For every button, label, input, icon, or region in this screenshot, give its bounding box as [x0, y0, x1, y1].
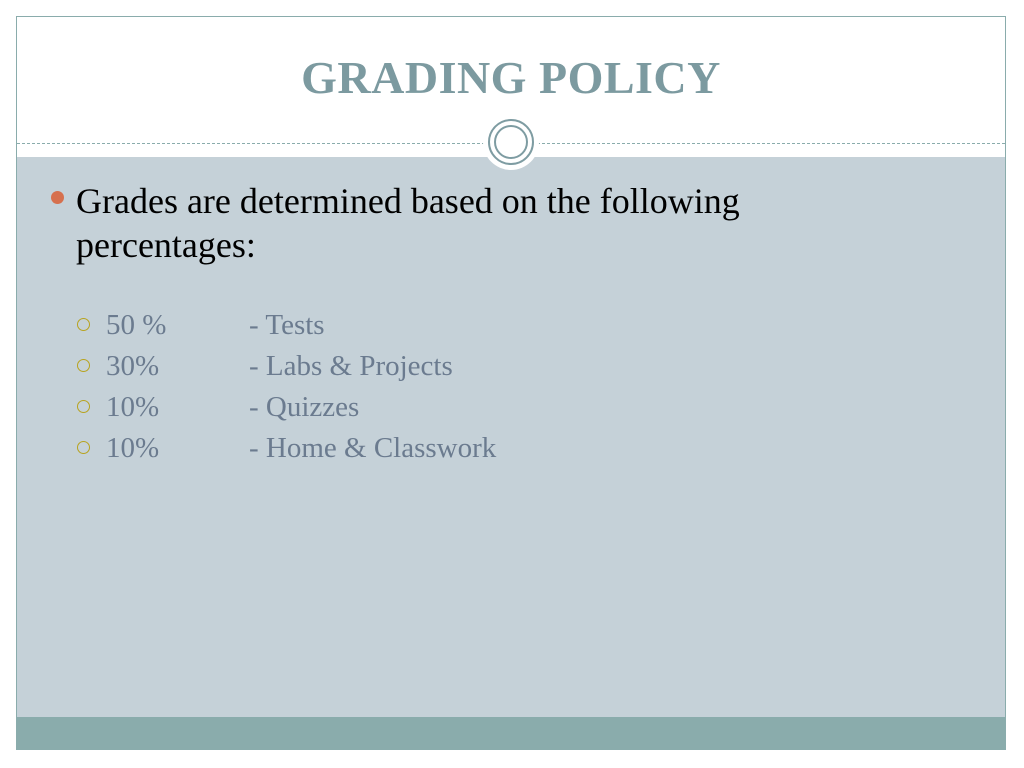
slide-title: GRADING POLICY	[301, 52, 721, 103]
grade-category: - Labs & Projects	[249, 350, 453, 382]
hollow-circle-bullet-icon	[77, 400, 90, 413]
hollow-circle-bullet-icon	[77, 441, 90, 454]
grade-category: - Quizzes	[249, 391, 360, 423]
grade-percent: 50 %	[106, 309, 167, 341]
grade-item-quizzes	[77, 387, 777, 428]
double-ring-ornament-icon	[488, 119, 534, 165]
footer-bar	[17, 717, 1005, 750]
grade-item-home-classwork	[77, 428, 777, 469]
grade-item-labs-projects	[77, 346, 777, 387]
filled-circle-bullet-icon	[51, 191, 64, 204]
slide	[16, 16, 1006, 750]
grade-category: - Tests	[249, 309, 325, 341]
hollow-circle-bullet-icon	[77, 318, 90, 331]
grade-breakdown-list	[77, 305, 777, 469]
main-bullet-text: Grades are determined based on the following percentages:	[76, 181, 740, 265]
grade-percent: 10%	[106, 391, 160, 423]
inner-ring	[494, 125, 528, 159]
grade-category: - Home & Classwork	[249, 432, 497, 464]
hollow-circle-bullet-icon	[77, 359, 90, 372]
main-bullet-point	[45, 179, 865, 267]
grade-percent: 30%	[106, 350, 160, 382]
grade-item-tests	[77, 305, 777, 346]
grade-percent: 10%	[106, 432, 160, 464]
